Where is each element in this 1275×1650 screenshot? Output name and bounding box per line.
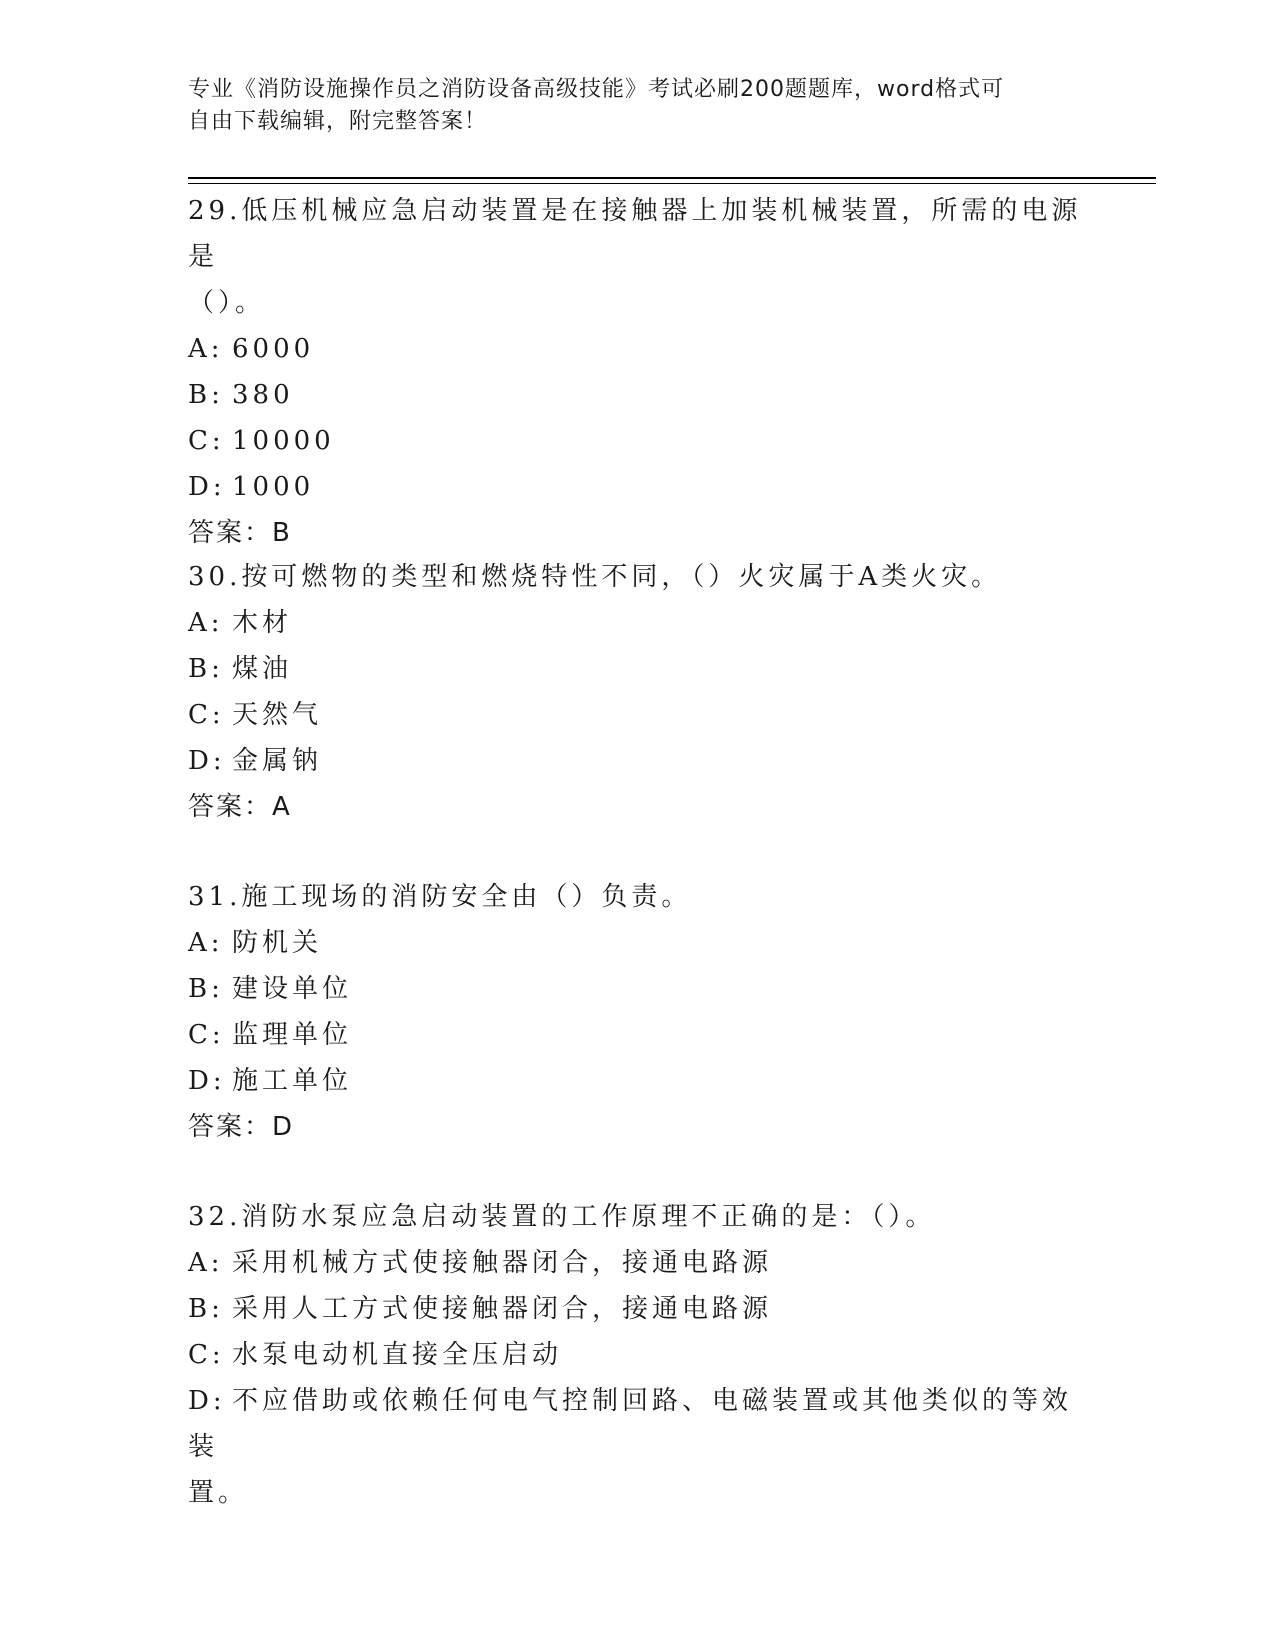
option-d [188, 1378, 1088, 1470]
header-divider-thick [188, 177, 1156, 179]
question-32 [188, 1194, 1088, 1516]
option-b [188, 372, 1088, 418]
answer-line: 答案：D [188, 1112, 295, 1142]
header-line-2: 自由下载编辑，附完整答案！ [188, 109, 488, 134]
option-text: 天然气 [232, 700, 323, 730]
option-text: 水泵电动机直接全压启动 [232, 1340, 563, 1370]
option-b [188, 1286, 1088, 1332]
option-letter: D: [188, 746, 226, 776]
question-stem: 32.消防水泵应急启动装置的工作原理不正确的是：（）。 [188, 1202, 936, 1232]
option-letter: B: [188, 654, 224, 684]
option-d-continuation: 置。 [188, 1478, 249, 1508]
header-line-1: 专业《消防设施操作员之消防设备高级技能》考试必刷200题题库，word格式可 [188, 77, 1005, 102]
option-letter: B: [188, 380, 224, 410]
option-b [188, 966, 1088, 1012]
option-letter: D: [188, 472, 226, 502]
option-text: 监理单位 [232, 1020, 353, 1050]
option-letter: B: [188, 974, 224, 1004]
option-c [188, 418, 1088, 464]
option-letter: D: [188, 1386, 226, 1416]
answer-line: 答案：A [188, 792, 292, 822]
document-header [188, 74, 1088, 138]
option-text: 建设单位 [232, 974, 353, 1004]
option-text: 木材 [232, 608, 293, 638]
option-text: 金属钠 [232, 746, 323, 776]
option-letter: A: [188, 1248, 224, 1278]
question-29 [188, 188, 1088, 556]
option-d [188, 464, 1088, 510]
question-31 [188, 874, 1088, 1150]
option-d [188, 738, 1088, 784]
question-30 [188, 554, 1088, 830]
option-text: 10000 [232, 426, 335, 456]
option-a [188, 920, 1088, 966]
option-a [188, 326, 1088, 372]
question-stem: 29.低压机械应急启动装置是在接触器上加装机械装置，所需的电源是 [188, 196, 1082, 272]
answer-line: 答案：B [188, 518, 292, 548]
option-text: 380 [232, 380, 294, 410]
question-stem: 30.按可燃物的类型和燃烧特性不同，（）火灾属于A类火灾。 [188, 562, 1002, 592]
option-text: 防机关 [232, 928, 323, 958]
option-letter: B: [188, 1294, 224, 1324]
header-divider-thin [188, 183, 1156, 184]
option-letter: D: [188, 1066, 226, 1096]
option-letter: C: [188, 1020, 225, 1050]
option-letter: A: [188, 608, 224, 638]
option-text: 煤油 [232, 654, 293, 684]
option-text: 采用机械方式使接触器闭合，接通电路源 [232, 1248, 773, 1278]
option-text: 1000 [232, 472, 315, 502]
option-d [188, 1058, 1088, 1104]
option-text: 不应借助或依赖任何电气控制回路、电磁装置或其他类似的等效装 [188, 1386, 1073, 1462]
question-stem: 31.施工现场的消防安全由（）负责。 [188, 882, 692, 912]
option-c [188, 1012, 1088, 1058]
option-letter: C: [188, 1340, 225, 1370]
option-c [188, 1332, 1088, 1378]
option-letter: C: [188, 426, 225, 456]
option-text: 施工单位 [232, 1066, 353, 1096]
option-letter: A: [188, 928, 224, 958]
option-a [188, 1240, 1088, 1286]
option-a [188, 600, 1088, 646]
question-stem-continuation: （）。 [188, 288, 266, 318]
option-text: 6000 [232, 334, 315, 364]
option-text: 采用人工方式使接触器闭合，接通电路源 [232, 1294, 773, 1324]
option-c [188, 692, 1088, 738]
option-b [188, 646, 1088, 692]
option-letter: C: [188, 700, 225, 730]
option-letter: A: [188, 334, 224, 364]
